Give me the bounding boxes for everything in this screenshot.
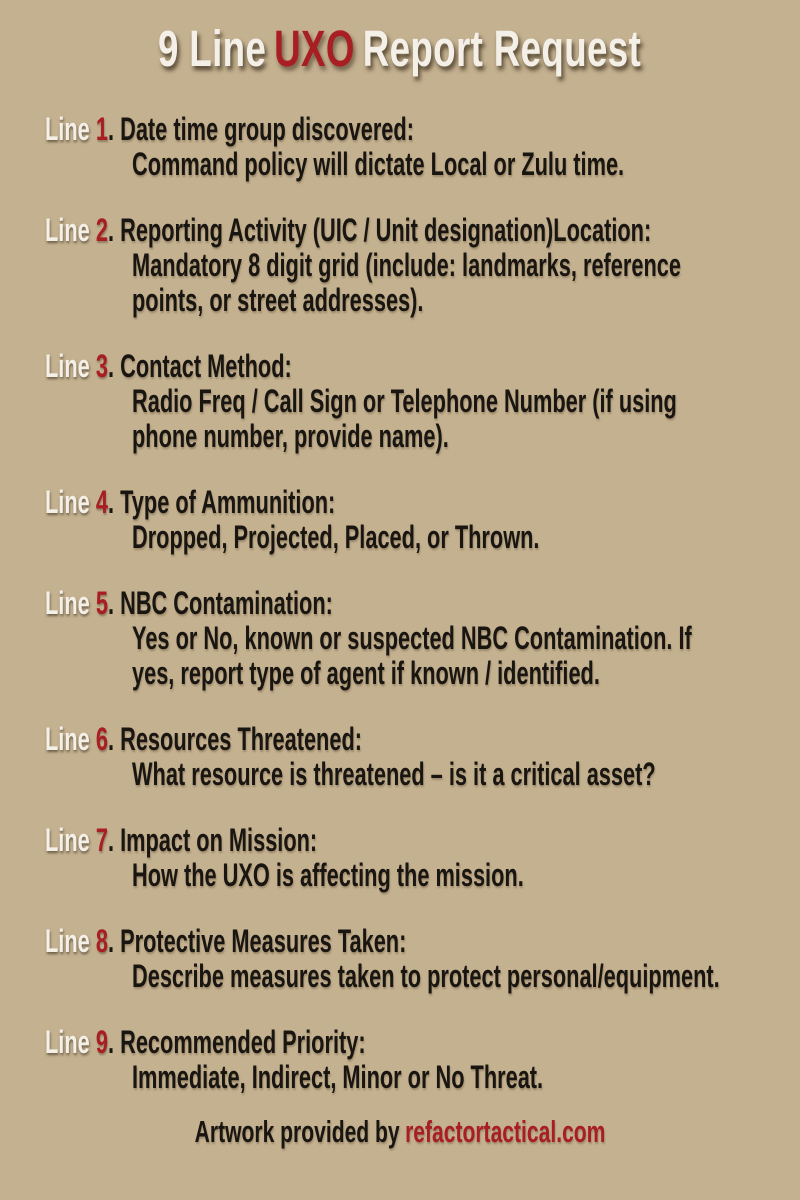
line-separator: . [107,721,114,757]
report-line-block [45,1025,785,1095]
line-heading: Reporting Activity (UIC / Unit designation)Location: [120,212,652,248]
line-detail-row [45,419,785,454]
line-header-row [45,586,785,621]
line-detail-row [45,283,785,318]
line-label: Line [45,111,90,147]
line-header-row [45,349,785,384]
line-detail: Mandatory 8 digit grid (include: landmarks, reference [132,247,681,283]
line-detail-row [45,858,785,893]
line-separator: . [107,212,114,248]
line-detail: yes, report type of agent if known / identified. [132,655,600,691]
line-detail: phone number, provide name). [132,418,449,454]
line-header-row [45,485,785,520]
line-detail: points, or street addresses). [132,282,424,318]
line-detail-row [45,520,785,555]
line-separator: . [107,111,114,147]
line-number: 6 [95,721,108,757]
title-highlight-uxo: UXO [274,20,356,77]
line-number: 3 [95,348,108,384]
report-line-block [45,485,785,555]
line-label: Line [45,721,90,757]
line-separator: . [107,348,114,384]
line-number: 8 [95,923,108,959]
line-header-row [45,722,785,757]
report-line-block [45,349,785,454]
line-detail-row [45,384,785,419]
line-header-row [45,112,785,147]
line-heading: Date time group discovered: [120,111,414,147]
line-number: 5 [95,585,108,621]
title-prefix: 9 Line [158,20,267,77]
line-separator: . [107,923,114,959]
line-number: 9 [95,1024,108,1060]
report-line-block [45,112,785,182]
line-header-row [45,823,785,858]
line-heading: Resources Threatened: [120,721,362,757]
footer-link[interactable]: refactortactical.com [405,1114,606,1149]
line-separator: . [107,585,114,621]
line-detail-row [45,757,785,792]
line-detail-row [45,656,785,691]
line-number: 1 [95,111,108,147]
line-heading: Contact Method: [120,348,292,384]
line-heading: Type of Ammunition: [120,484,336,520]
line-detail-row [45,1060,785,1095]
title-suffix: Report Request [363,20,642,77]
line-number: 2 [95,212,108,248]
line-detail-row [45,959,785,994]
line-detail: Dropped, Projected, Placed, or Thrown. [132,519,540,555]
line-label: Line [45,484,90,520]
line-detail-row [45,621,785,656]
line-detail-row [45,147,785,182]
report-line-block [45,823,785,893]
page-title [0,20,800,78]
line-label: Line [45,923,90,959]
line-label: Line [45,348,90,384]
line-number: 4 [95,484,108,520]
line-separator: . [107,822,114,858]
report-line-block [45,213,785,318]
report-line-block [45,722,785,792]
line-number: 7 [95,822,108,858]
line-detail: What resource is threatened – is it a critical asset? [132,756,656,792]
line-detail: Yes or No, known or suspected NBC Contamination. If [132,620,692,656]
line-detail: Describe measures taken to protect personal/equipment. [132,958,720,994]
line-heading: Impact on Mission: [120,822,318,858]
line-heading: Protective Measures Taken: [120,923,407,959]
line-detail: How the UXO is affecting the mission. [132,857,524,893]
line-header-row [45,1025,785,1060]
line-header-row [45,924,785,959]
line-detail-row [45,248,785,283]
footer-text: Artwork provided by [194,1114,400,1149]
footer-credit [0,1112,800,1158]
report-line-block [45,586,785,691]
report-lines-list [45,112,785,1126]
line-label: Line [45,822,90,858]
line-separator: . [107,484,114,520]
line-detail: Immediate, Indirect, Minor or No Threat. [132,1059,544,1095]
line-header-row [45,213,785,248]
line-label: Line [45,1024,90,1060]
line-separator: . [107,1024,114,1060]
line-label: Line [45,212,90,248]
line-detail: Command policy will dictate Local or Zulu time. [132,146,625,182]
line-heading: NBC Contamination: [120,585,333,621]
line-label: Line [45,585,90,621]
line-detail: Radio Freq / Call Sign or Telephone Number (if using [132,383,677,419]
line-heading: Recommended Priority: [120,1024,366,1060]
report-line-block [45,924,785,994]
